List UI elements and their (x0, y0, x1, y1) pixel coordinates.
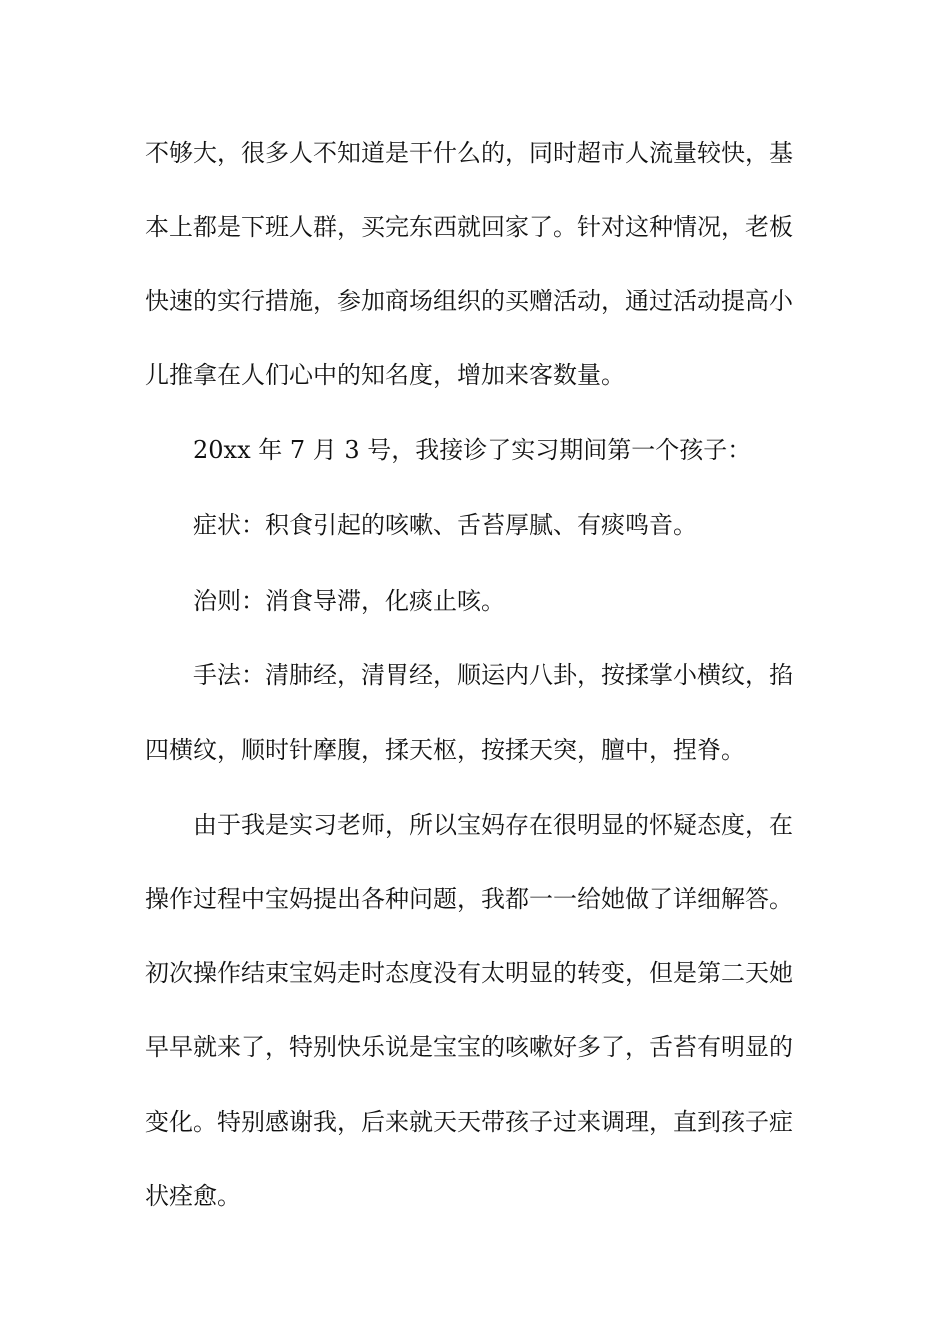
text-line: 由于我是实习老师，所以宝妈存在很明显的怀疑态度，在 (193, 811, 793, 839)
text-line: 症状：积食引起的咳嗽、舌苔厚腻、有痰鸣音。 (193, 511, 697, 539)
text-line: 手法：清肺经，清胃经，顺运内八卦，按揉掌小横纹，掐 (193, 661, 793, 689)
text-line: 不够大，很多人不知道是干什么的，同时超市人流量较快，基 (145, 139, 793, 167)
text-line: 状痊愈。 (145, 1182, 241, 1210)
text-line: 变化。特别感谢我，后来就天天带孩子过来调理，直到孩子症 (145, 1108, 793, 1136)
text-line: 初次操作结束宝妈走时态度没有太明显的转变，但是第二天她 (145, 959, 793, 987)
text-line: 本上都是下班人群，买完东西就回家了。针对这种情况，老板 (145, 213, 793, 241)
text-line: 早早就来了，特别快乐说是宝宝的咳嗽好多了，舌苔有明显的 (145, 1033, 793, 1061)
text-line: 四横纹，顺时针摩腹，揉天枢，按揉天突，膻中，捏脊。 (145, 736, 745, 764)
text-line: 快速的实行措施，参加商场组织的买赠活动，通过活动提高小 (145, 287, 793, 315)
text-line: 20xx 年 7 月 3 号，我接诊了实习期间第一个孩子： (193, 436, 752, 464)
text-line: 儿推拿在人们心中的知名度，增加来客数量。 (145, 361, 625, 389)
text-line: 治则：消食导滞，化痰止咳。 (193, 587, 505, 615)
text-line: 操作过程中宝妈提出各种问题，我都一一给她做了详细解答。 (145, 885, 793, 913)
